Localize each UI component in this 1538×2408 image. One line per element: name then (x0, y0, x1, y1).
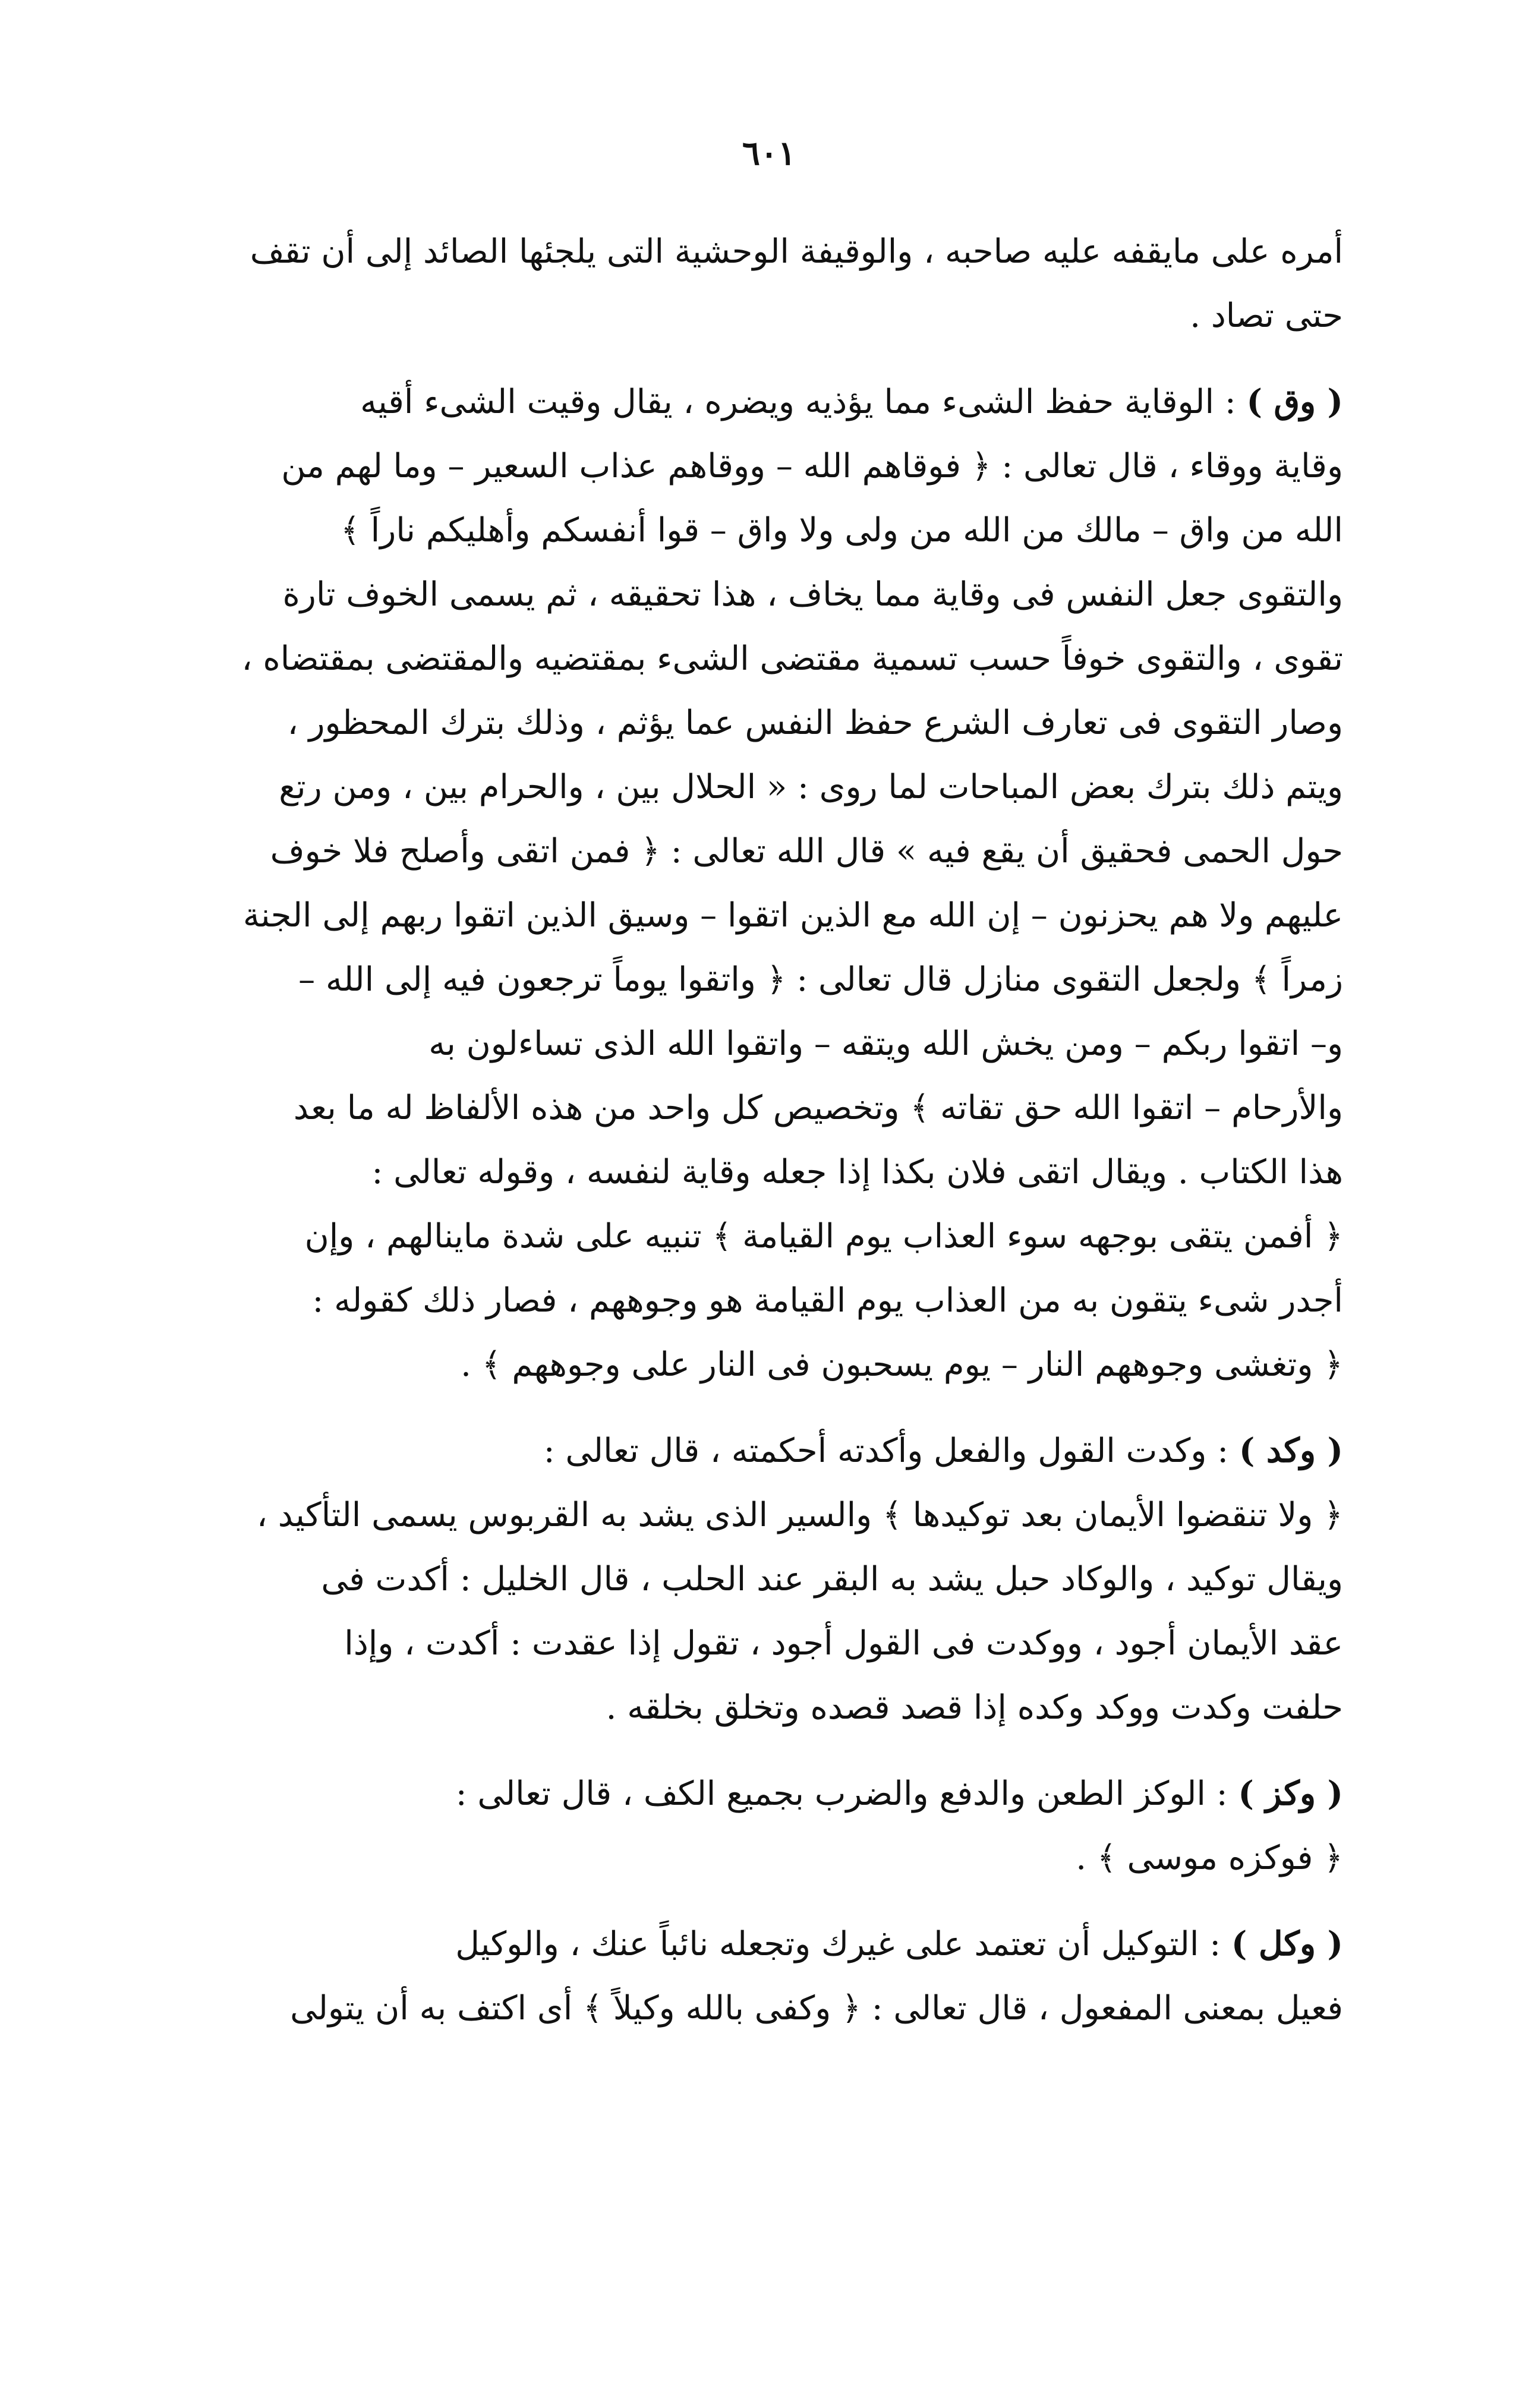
text-line: حلفت وكدت ووكد وكده إذا قصد قصده وتخلق بخلقه . (606, 1688, 1343, 1727)
text-line: والأرحام – اتقوا الله حق تقاته ﴾ وتخصيص كل واحد من هذه الألفاظ له ما بعد (293, 1089, 1343, 1127)
text-line: والتقوى جعل النفس فى وقاية مما يخاف ، هذا تحقيقه ، ثم يسمى الخوف تارة (282, 575, 1343, 614)
entry-wakl (196, 1912, 1343, 2041)
text-line: ﴿ فوكزه موسى ﴾ . (1076, 1839, 1343, 1877)
text-line: حتى تصاد . (1190, 297, 1343, 335)
entry-text: : الوقاية حفظ الشىء مما يؤذيه ويضره ، يقال وقيت الشىء أقيه (360, 383, 1247, 421)
text-line (196, 1761, 1343, 1826)
text-line: ﴿ وتغشى وجوههم النار – يوم يسحبون فى النار على وجوههم ﴾ . (461, 1345, 1343, 1384)
entry-text: : وكدت القول والفعل وأكدته أحكمته ، قال تعالى : (543, 1432, 1239, 1470)
text-line: تقوى ، والتقوى خوفاً حسب تسمية مقتضى الشىء بمقتضيه والمقتضى بمقتضاه ، (241, 639, 1343, 678)
text-line: الله من واق – مالك من الله من ولى ولا واق – قوا أنفسكم وأهليكم ناراً ﴾ (341, 511, 1343, 550)
text-line: عقد الأيمان أجود ، ووكدت فى القول أجود ، تقول إذا عقدت : أكدت ، وإذا (344, 1624, 1343, 1663)
text-line: حول الحمى فحقيق أن يقع فيه » قال الله تعالى : ﴿ فمن اتقى وأصلح فلا خوف (270, 832, 1343, 871)
entry-text: : الوكز الطعن والدفع والضرب بجميع الكف ، قال تعالى : (455, 1775, 1238, 1813)
entry-heading: ( وكل ) (1231, 1924, 1343, 1963)
text-line: ويقال توكيد ، والوكاد حبل يشد به البقر عند الحلب ، قال الخليل : أكدت فى (321, 1560, 1343, 1599)
entry-heading: ( وق ) (1246, 382, 1343, 421)
entry-heading: ( وكز ) (1238, 1774, 1343, 1813)
text-line: و– اتقوا ربكم – ومن يخش الله ويتقه – واتقوا الله الذى تساءلون به (428, 1025, 1343, 1063)
text-line: أجدر شىء يتقون به من العذاب يوم القيامة هو وجوههم ، فصار ذلك كقوله : (312, 1281, 1343, 1320)
entry-wakz (196, 1761, 1343, 1890)
text-line (196, 370, 1343, 434)
text-line: ﴿ أفمن يتقى بوجهه سوء العذاب يوم القيامة ﴾ تنبيه على شدة ماينالهم ، وإن (304, 1217, 1343, 1256)
text-line: ﴿ ولا تنقضوا الأيمان بعد توكيدها ﴾ والسير الذى يشد به القربوس يسمى التأكيد ، (256, 1496, 1343, 1534)
text-line: زمراً ﴾ ولجعل التقوى منازل قال تعالى : ﴿ واتقوا يوماً ترجعون فيه إلى الله – (298, 960, 1343, 999)
page-number: ٦٠١ (742, 134, 796, 173)
text-line: وقاية ووقاء ، قال تعالى : ﴿ فوقاهم الله – ووقاهم عذاب السعير – وما لهم من (281, 447, 1343, 486)
text-line (196, 1419, 1343, 1483)
entry-wakd (196, 1419, 1343, 1740)
paragraph-continuation (196, 220, 1343, 348)
text-line: عليهم ولا هم يحزنون – إن الله مع الذين اتقوا – وسيق الذين اتقوا ربهم إلى الجنة (242, 896, 1343, 935)
text-body (196, 220, 1343, 2041)
entry-text: : التوكيل أن تعتمد على غيرك وتجعله نائباً عنك ، والوكيل (455, 1925, 1231, 1963)
text-line: هذا الكتاب . ويقال اتقى فلان بكذا إذا جعله وقاية لنفسه ، وقوله تعالى : (371, 1153, 1343, 1192)
text-line: أمره على مايقفه عليه صاحبه ، والوقيفة الوحشية التى يلجئها الصائد إلى أن تقف (250, 232, 1343, 271)
text-line: فعيل بمعنى المفعول ، قال تعالى : ﴿ وكفى بالله وكيلاً ﴾ أى اكتف به أن يتولى (290, 1989, 1343, 2028)
entry-waq (196, 370, 1343, 1397)
text-line (196, 1912, 1343, 1977)
text-line: وصار التقوى فى تعارف الشرع حفظ النفس عما يؤثم ، وذلك بترك المحظور ، (287, 704, 1343, 742)
entry-heading: ( وكد ) (1238, 1431, 1343, 1470)
text-line: ويتم ذلك بترك بعض المباحات لما روى : « الحلال بين ، والحرام بين ، ومن رتع (279, 768, 1343, 806)
